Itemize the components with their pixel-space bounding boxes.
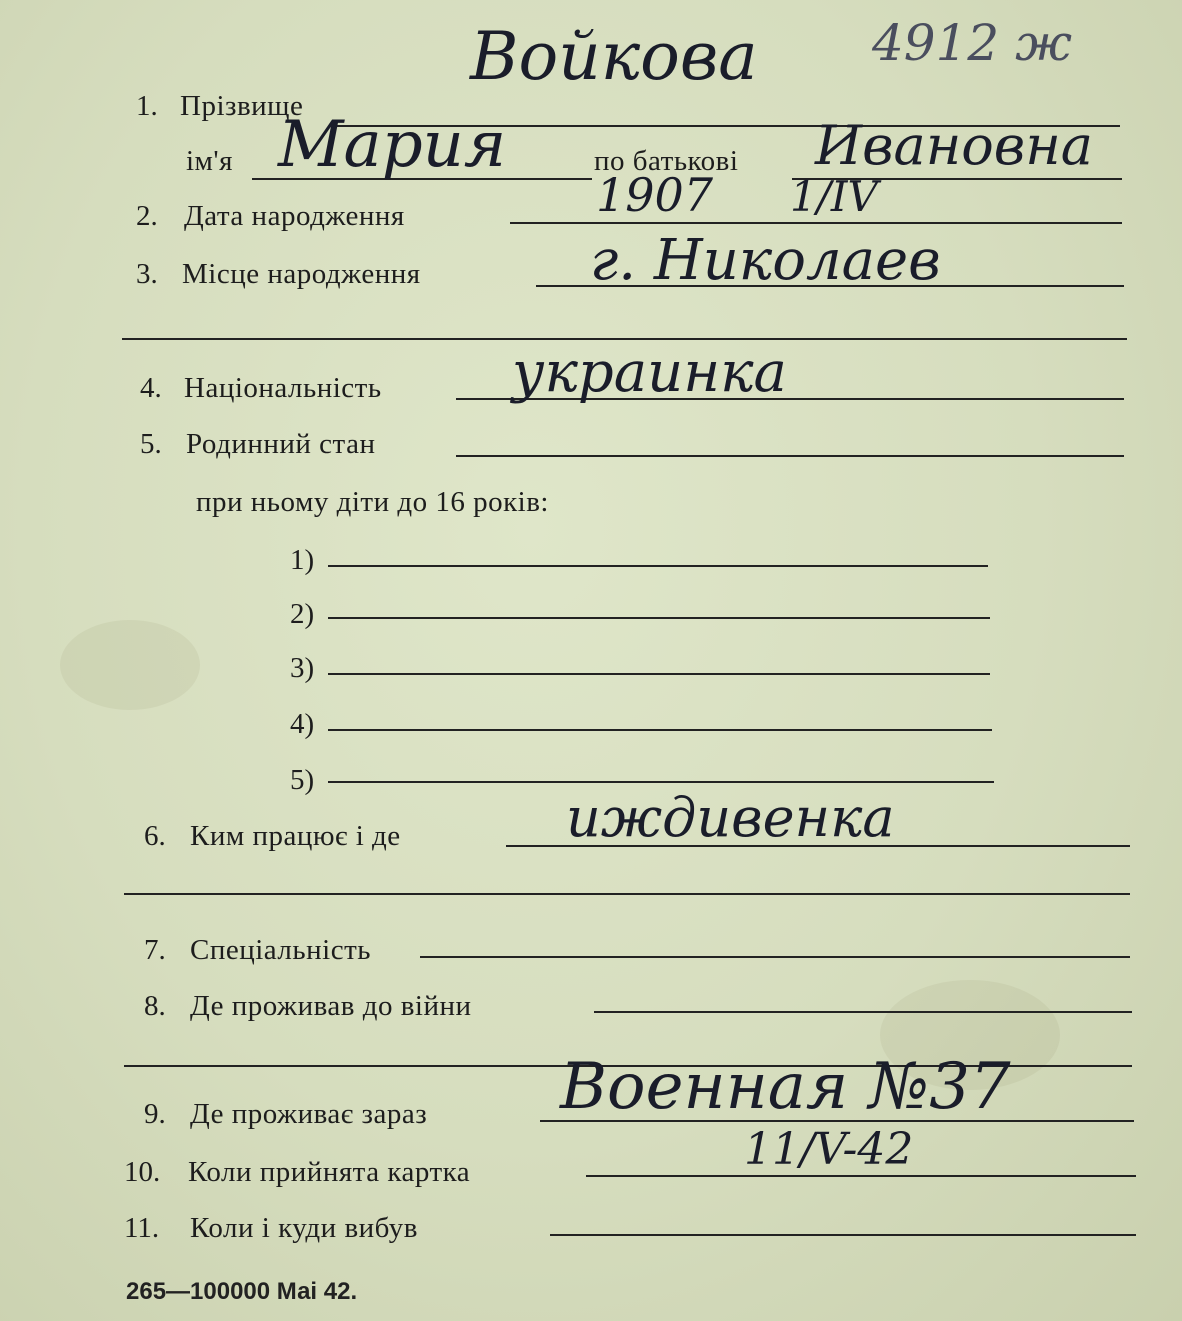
q1-number: 1.	[136, 90, 158, 122]
child-5-line	[328, 781, 994, 783]
surname-value: Войкова	[470, 18, 758, 95]
child-1-number: 1)	[290, 544, 315, 576]
child-1-line	[328, 565, 988, 567]
children-label: при ньому діти до 16 років:	[196, 486, 549, 518]
current-residence-label: Де проживає зараз	[190, 1098, 428, 1130]
paper-stain	[60, 620, 200, 710]
current-address-value: Военная №37	[560, 1050, 1011, 1124]
child-4-number: 4)	[290, 708, 315, 740]
accepted-date-label: Коли прийнята картка	[188, 1156, 471, 1188]
specialty-line	[420, 956, 1130, 958]
q7-number: 7.	[144, 934, 166, 966]
birth-year-value: 1907	[596, 168, 714, 222]
departure-line	[550, 1234, 1136, 1236]
occupation-value: иждивенка	[566, 786, 895, 849]
patronymic-label: по батькові	[594, 145, 739, 177]
q4-number: 4.	[140, 372, 162, 404]
surname-label: Прізвище	[180, 90, 304, 122]
name-label: ім'я	[186, 145, 233, 177]
specialty-label: Спеціальність	[190, 934, 371, 966]
child-2-line	[328, 617, 990, 619]
birth-date-label: Дата народження	[184, 200, 405, 232]
q10-number: 10.	[124, 1156, 161, 1188]
child-2-number: 2)	[290, 598, 315, 630]
accepted-date-value: 11/V-42	[744, 1124, 914, 1175]
occupation-continuation-line	[124, 893, 1130, 895]
q11-number: 11.	[124, 1212, 160, 1244]
prewar-residence-label: Де проживав до війни	[190, 990, 472, 1022]
departure-label: Коли і куди вибув	[190, 1212, 418, 1244]
patronymic-value: Ивановна	[815, 114, 1093, 177]
card-number-value: 4912 ж	[872, 14, 1072, 72]
q9-number: 9.	[144, 1098, 166, 1130]
nationality-label: Національність	[184, 372, 382, 404]
marital-status-line	[456, 455, 1124, 457]
child-3-line	[328, 673, 990, 675]
prewar-residence-line	[594, 1011, 1132, 1013]
nationality-value: украинка	[512, 340, 787, 405]
child-5-number: 5)	[290, 764, 315, 796]
child-3-number: 3)	[290, 652, 315, 684]
q6-number: 6.	[144, 820, 166, 852]
q3-number: 3.	[136, 258, 158, 290]
child-4-line	[328, 729, 992, 731]
occupation-label: Ким працює і де	[190, 820, 401, 852]
birth-day-value: 1/IV	[790, 172, 878, 221]
print-mark: 265—100000 Маі 42.	[126, 1278, 358, 1305]
name-value: Мария	[278, 108, 507, 182]
q8-number: 8.	[144, 990, 166, 1022]
marital-status-label: Родинний стан	[186, 428, 376, 460]
q2-number: 2.	[136, 200, 158, 232]
q5-number: 5.	[140, 428, 162, 460]
birthplace-value: г. Николаев	[590, 228, 941, 293]
birthplace-label: Місце народження	[182, 258, 421, 290]
accepted-date-line	[586, 1175, 1136, 1177]
birth-date-line	[510, 222, 1122, 224]
